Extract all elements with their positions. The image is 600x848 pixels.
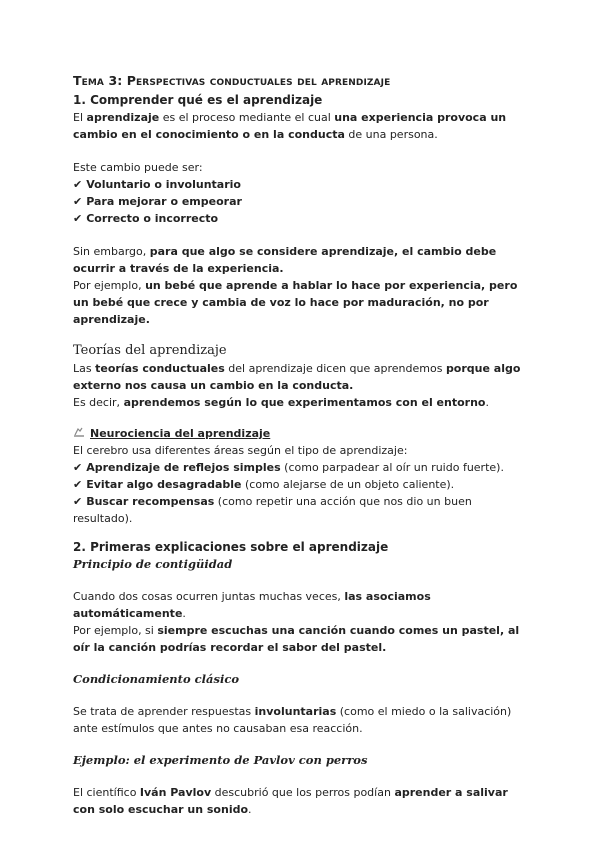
check-icon: ✔ xyxy=(73,195,83,208)
section-1-heading: 1. Comprender qué es el aprendizaje xyxy=(73,93,323,107)
text-run: Sin embargo, xyxy=(73,245,150,258)
neuro-list xyxy=(73,459,533,527)
s2-paragraph-2 xyxy=(73,622,533,656)
check-icon: ✔ xyxy=(73,212,83,225)
text-run: Por ejemplo, xyxy=(73,279,146,292)
text-run: El xyxy=(73,111,87,124)
check-icon: ✔ xyxy=(73,478,83,491)
text-run: de una persona. xyxy=(344,128,438,141)
text-run: aprender a salivar con solo escuchar un sonido xyxy=(73,786,508,816)
s1-paragraph-3 xyxy=(73,243,533,277)
text-run: El científico xyxy=(73,786,140,799)
list-item xyxy=(73,476,533,493)
text-run: (como parpadear al oír un ruido fuerte). xyxy=(280,461,504,474)
teorias-heading: Teorías del aprendizaje xyxy=(73,343,227,358)
text-run: . xyxy=(248,803,252,816)
text-run: las asociamos automáticamente xyxy=(73,590,431,620)
document-page xyxy=(73,72,533,818)
text-run: Cuando dos cosas ocurren juntas muchas veces, xyxy=(73,590,345,603)
list-item xyxy=(73,459,533,476)
pavlov-heading: Ejemplo: el experimento de Pavlov con perros xyxy=(73,753,368,767)
condicionamiento-heading: Condicionamiento clásico xyxy=(73,672,239,686)
text-run: aprendizaje xyxy=(86,111,160,124)
teorias-paragraph-2 xyxy=(73,394,533,411)
text-run: (como el miedo o la salivación) ante estímulos que antes no causaban esa reacción. xyxy=(73,705,512,735)
s2-paragraph-1 xyxy=(73,588,533,622)
text-run: Buscar recompensas xyxy=(86,495,215,508)
s1-paragraph-4 xyxy=(73,277,533,328)
contiguidad-heading: Principio de contigüidad xyxy=(73,557,233,571)
s1-paragraph-1 xyxy=(73,109,533,143)
s1-change-intro: Este cambio puede ser: xyxy=(73,161,203,174)
text-run: para que algo se considere aprendizaje, el cambio debe ocurrir a través de la experiencia. xyxy=(73,245,497,275)
text-run: aprendemos según lo que experimentamos con el entorno xyxy=(123,396,486,409)
neuro-intro: El cerebro usa diferentes áreas según el tipo de aprendizaje: xyxy=(73,444,408,457)
list-item xyxy=(73,493,533,527)
list-item: ✔ Correcto o incorrecto xyxy=(73,212,219,225)
text-run: . xyxy=(485,396,489,409)
text-run: siempre escuchas una canción cuando comes un pastel, al oír la canción podrías recordar el sabor del pastel. xyxy=(73,624,520,654)
text-run: Es decir, xyxy=(73,396,124,409)
text-run: Aprendizaje de reflejos simples xyxy=(86,461,281,474)
text-run: Se trata de aprender respuestas xyxy=(73,705,255,718)
section-2-heading: 2. Primeras explicaciones sobre el aprendizaje xyxy=(73,540,389,554)
page-title: Tema 3: Perspectivas conductuales del aprendizaje xyxy=(73,73,391,88)
neuro-heading: Neurociencia del aprendizaje xyxy=(73,425,533,442)
text-run: del aprendizaje dicen que aprendemos xyxy=(224,362,446,375)
text-run: involuntarias xyxy=(254,705,337,718)
brain-icon xyxy=(73,426,85,438)
text-run: descubrió que los perros podían xyxy=(211,786,395,799)
text-run: Por ejemplo, si xyxy=(73,624,158,637)
text-run: teorías conductuales xyxy=(95,362,225,375)
s2-paragraph-4 xyxy=(73,784,533,818)
text-run: Las xyxy=(73,362,96,375)
check-icon: ✔ xyxy=(73,178,83,191)
text-run: (como repetir una acción que nos dio un buen resultado). xyxy=(73,495,472,525)
list-item: ✔ Para mejorar o empeorar xyxy=(73,195,242,208)
check-icon: ✔ xyxy=(73,461,83,474)
check-icon: ✔ xyxy=(73,495,83,508)
text-run: Evitar algo desagradable xyxy=(86,478,242,491)
s1-change-list xyxy=(73,176,533,227)
teorias-paragraph-1 xyxy=(73,360,533,394)
text-run: porque algo externo nos causa un cambio en la conducta. xyxy=(73,362,521,392)
text-run: (como alejarse de un objeto caliente). xyxy=(241,478,455,491)
text-run: Iván Pavlov xyxy=(139,786,212,799)
text-run: una experiencia provoca un cambio en el conocimiento o en la conducta xyxy=(73,111,507,141)
text-run: un bebé que aprende a hablar lo hace por experiencia, pero un bebé que crece y cambia de voz lo hace por maduración, no por aprendizaje. xyxy=(73,279,518,326)
text-run: . xyxy=(182,607,186,620)
s2-paragraph-3 xyxy=(73,703,533,737)
text-run: es el proceso mediante el cual xyxy=(159,111,335,124)
list-item: ✔ Voluntario o involuntario xyxy=(73,178,241,191)
